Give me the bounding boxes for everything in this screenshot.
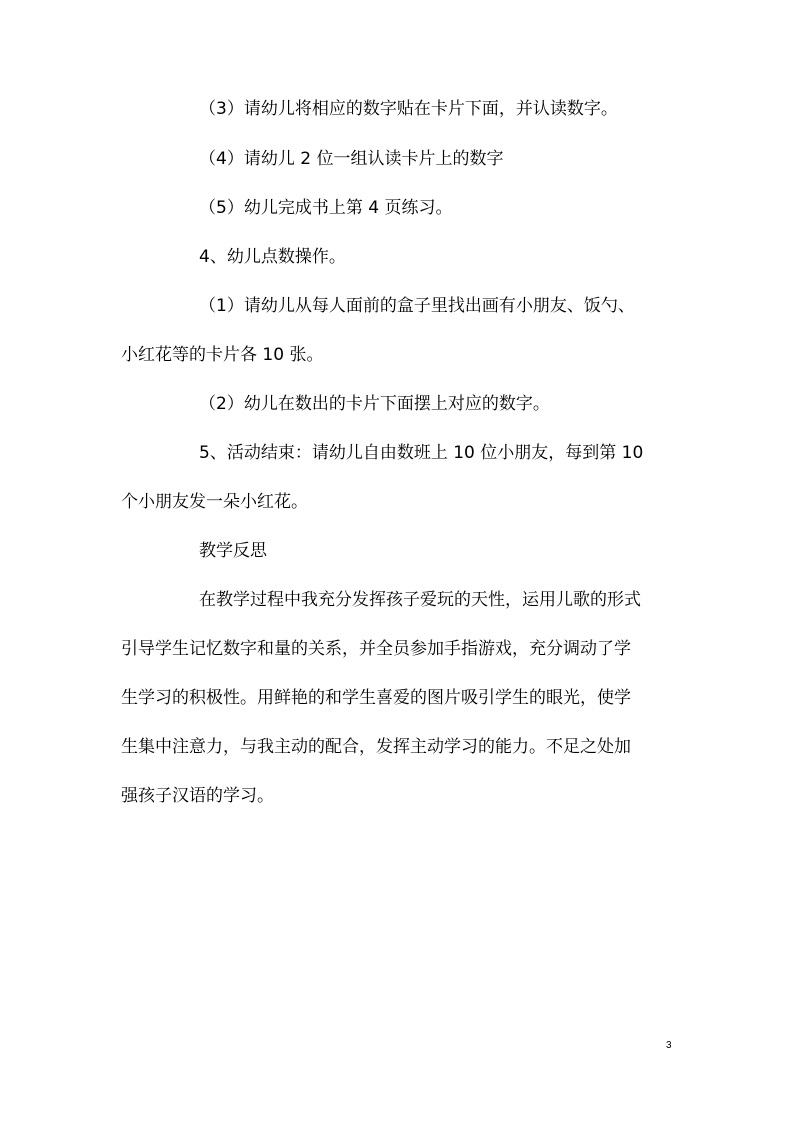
reflection-line-4: 生集中注意力，与我主动的配合，发挥主动学习的能力。不足之处加 — [121, 737, 631, 757]
step-3-text: （3）请幼儿将相应的数字贴在卡片下面，并认读数字。 — [199, 99, 618, 119]
step-5-text: （5）幼儿完成书上第 4 页练习。 — [199, 198, 453, 218]
activity-end-line-1: 5、活动结束：请幼儿自由数班上 10 位小朋友，每到第 10 — [199, 443, 644, 463]
operation-step-2-text: （2）幼儿在数出的卡片下面摆上对应的数字。 — [199, 394, 550, 414]
step-4-text: （4）请幼儿 2 位一组认读卡片上的数字 — [199, 149, 504, 169]
reflection-line-2: 引导学生记忆数字和量的关系，并全员参加手指游戏，充分调动了学 — [121, 639, 631, 659]
operation-step-1-line-2: 小红花等的卡片各 10 张。 — [121, 345, 324, 365]
activity-end-line-2: 个小朋友发一朵小红花。 — [121, 492, 308, 512]
reflection-line-1: 在教学过程中我充分发挥孩子爱玩的天性，运用儿歌的形式 — [199, 590, 641, 610]
reflection-line-3: 生学习的积极性。用鲜艳的和学生喜爱的图片吸引学生的眼光，使学 — [121, 688, 631, 708]
reflection-line-5: 强孩子汉语的学习。 — [121, 786, 274, 806]
reflection-heading: 教学反思 — [199, 541, 267, 561]
operation-step-1-line-1: （1）请幼儿从每人面前的盒子里找出画有小朋友、饭勺、 — [199, 296, 635, 316]
section-4-heading: 4、幼儿点数操作。 — [199, 247, 346, 267]
page-number: 3 — [666, 1040, 672, 1051]
